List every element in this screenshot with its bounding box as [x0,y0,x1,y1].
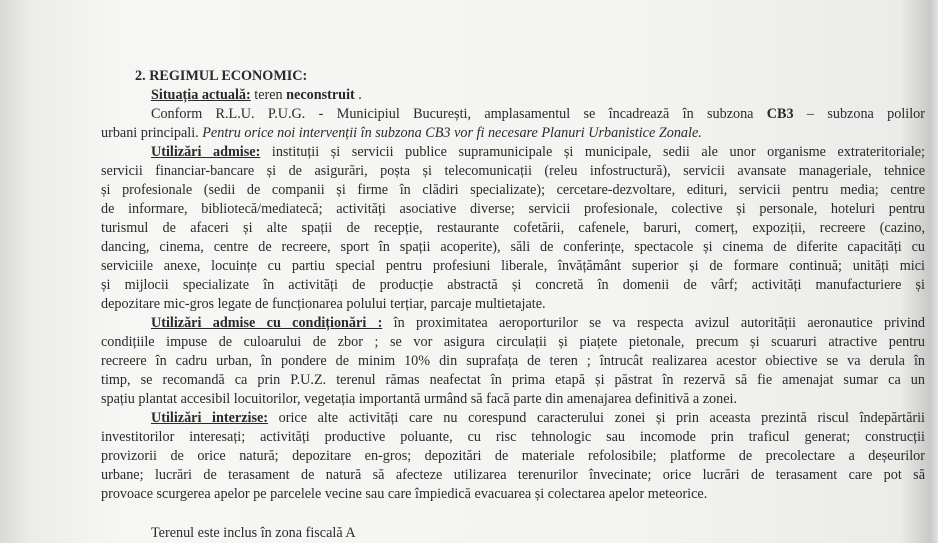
text-line [151,409,925,428]
text-run: – subzona polilor [793,106,925,122]
text-run: dancing, cinema, centre de recreere, sport în spații acoperite), săli de conferințe, spectacole și cinema de diferite capacități cu [101,239,925,255]
text-line [101,276,925,295]
text-line [101,162,925,181]
text-run: servicii financiar-bancare și de asigurări, poșta și telecomunicații (releu infostructură), servicii avansate manageriale, tehnice [101,163,925,179]
text-line [101,238,925,257]
text-run: turismul de afaceri și alte spații de recepție, restaurante cofetării, cafenele, baruri, comerț, expoziții, recreere (cazino, [101,220,925,236]
text-run: timp, se recomandă ca prin P.U.Z. terenul rămas neafectat în prima etapă și păstrat în rezervă să fie amenajat sumar ca un [101,372,925,388]
section-heading: Utilizări interzise: [151,410,268,426]
text-line [101,295,925,314]
text-run: și profesionale (sedii de companii și firme în clădiri specializate); cercetare-dezvoltare, edituri, servicii pentru media; centre [101,182,925,198]
text-run: Pentru orice noi intervenții în subzona CB3 vor fi necesare Planuri Urbanistice Zonale. [202,125,702,141]
text-line [151,86,925,105]
text-run: recreere în cadru urban, în pondere de minim 10% din suprafața de teren ; întrucât realizarea acestor obiective se va derula în [101,353,925,369]
text-run: urbane; lucrări de terasament de natură să afecteze utilizarea terenurilor învecinate; orice lucrări de terasament care pot să [101,467,925,483]
text-run: serviciile anexe, locuințe cu partiu special pentru profesiuni liberale, învățământ superior și de formare continuă; unități mici [101,258,925,274]
text-line [135,67,925,86]
text-run: în proximitatea aeroporturilor se va respecta avizul autorității aeronautice privind [382,315,926,331]
text-line [101,447,925,466]
text-run: spațiu plantat accesibil locuitorilor, vegetația importantă urmând să facă parte din amenajarea definitivă a zonei. [101,391,738,407]
text-line [151,105,925,124]
text-run: provizorii de orice natură; depozitare en-gros; depozitări de materiale refolosibile; platforme de precolectare a deșeurilor [101,448,925,464]
section-heading: Utilizări admise: [151,144,261,160]
text-run: de informare, bibliotecă/mediatecă; activități asociative diverse; servicii profesionale, colective și personale, hoteluri pentru [101,201,925,217]
text-run: depozitare mic-gros legate de funcționarea polului terțiar, parcaje multietajate. [101,296,546,312]
text-line [101,371,925,390]
text-run: instituții și servicii publice supramunicipale și municipale, sedii ale unor organisme extrateritoriale; [260,144,925,160]
text-line [101,181,925,200]
text-line [151,143,925,162]
section-heading: Situația actuală: [151,87,251,103]
text-run: Conform R.L.U. P.U.G. - Municipiul București, amplasamentul se încadrează în subzona [151,106,767,122]
text-line [101,257,925,276]
text-run: orice alte activități care nu corespund caracterului zonei și prin aceasta prezintă riscul îndepărtării [268,410,925,426]
text-line [101,390,925,409]
text-run: . [354,87,362,103]
text-line [101,200,925,219]
text-line [101,352,925,371]
text-line [101,124,925,143]
bold-text: CB3 [766,106,794,122]
bold-text: 2. REGIMUL ECONOMIC: [135,68,308,84]
text-run: investitorilor interesați; activități productive poluante, cu risc tehnologic sau incomode prin traficul generat; construcții [101,429,925,445]
text-line [101,485,925,504]
text-run: urbani principali. [101,125,203,141]
text-run: și mijlocii specializate în activități de producție abstractă și concretă în domenii de vârf; activități manufacturiere și [101,277,925,293]
text-line [101,428,925,447]
text-line [101,333,925,352]
text-run: Terenul este inclus în zona fiscală A [151,525,356,541]
section-heading: Utilizări admise cu condiționări : [151,315,383,331]
text-run: provoace scurgerea apelor pe parcelele vecine sau care împiedică evacuarea și colectarea apelor meteorice. [101,486,708,502]
text-line [101,466,925,485]
text-line [151,314,925,333]
text-run: teren [250,87,287,103]
bold-text: neconstruit [286,87,355,103]
text-run: condițiile impuse de culoarului de zbor ; se vor asigura circulații și piațete pietonale, precum și scuaruri atractive pentru [101,334,925,350]
text-line [101,219,925,238]
